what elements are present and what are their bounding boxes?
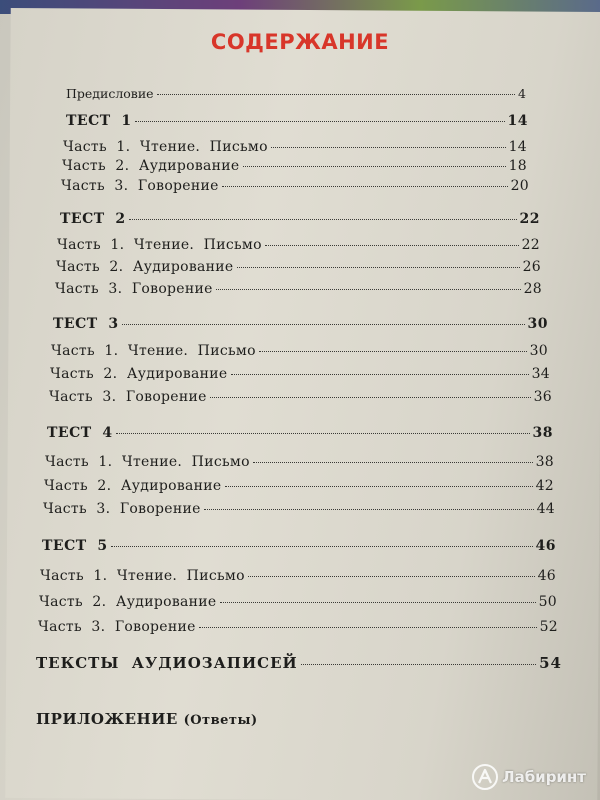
toc-entry-intro[interactable] [66,86,526,101]
toc-entry-test-3-part-3[interactable] [49,389,552,405]
leader-dots [253,462,533,463]
leader-dots [199,627,537,628]
toc-entry-test-1-part-1[interactable] [63,139,527,155]
toc-entry-appendix[interactable] [36,710,258,728]
toc-entry-test-3-part-2[interactable] [50,366,550,382]
toc-entry-label: ТЕСТ 1 [66,113,132,129]
toc-entry-label: Часть 2. Аудирование [62,158,240,174]
leader-dots [231,374,529,375]
leader-dots [237,267,520,268]
toc-entry-page: 46 [535,538,556,554]
toc-entry-page: 44 [536,501,555,517]
toc-entry-label: ТЕКСТЫ АУДИОЗАПИСЕЙ [36,654,298,672]
toc-entry-page: 42 [535,478,554,494]
toc-entry-page: 28 [523,281,542,297]
toc-entry-label: Часть 3. Говорение [55,281,213,297]
leader-dots [259,351,527,352]
leader-dots [222,186,508,187]
toc-entry-label: ТЕСТ 3 [53,316,119,332]
toc-entry-test-4-part-3[interactable] [43,501,555,517]
toc-entry-label: Часть 2. Аудирование [50,366,228,382]
toc-entry-page: 4 [518,86,526,101]
toc-entry-label: ТЕСТ 4 [47,425,113,441]
toc-entry-page: 54 [539,654,562,672]
toc-entry-test-5-part-2[interactable] [39,594,557,610]
toc-entry-page: 14 [507,113,528,129]
toc-entry-label: Часть 1. Чтение. Письмо [40,568,245,584]
toc-entry-test-3[interactable] [53,316,548,332]
toc-entry-page: 22 [519,211,540,227]
leader-dots [216,289,521,290]
toc-entry-page: 52 [539,619,558,635]
page-title: СОДЕРЖАНИЕ [210,30,390,54]
toc-entry-page: 20 [510,178,529,194]
toc-entry-page: 50 [538,594,557,610]
toc-entry-label: Часть 2. Аудирование [56,259,234,275]
toc-entry-label: Часть 1. Чтение. Письмо [51,343,256,359]
toc-entry-label: Часть 2. Аудирование [44,478,222,494]
leader-dots [220,602,536,603]
toc-entry-test-2[interactable] [60,211,540,227]
toc-entry-label: ТЕСТ 2 [60,211,126,227]
toc-entry-page: 36 [533,389,552,405]
toc-entry-page: 46 [537,568,556,584]
toc-entry-label: Часть 3. Говорение [43,501,201,517]
watermark-text: Лабиринт [502,768,586,786]
toc-entry-page: 14 [508,139,527,155]
toc-entry-test-1-part-3[interactable] [61,178,529,194]
toc-entry-test-4-part-1[interactable] [45,454,554,470]
toc-entry-test-4-part-2[interactable] [44,478,554,494]
leader-dots [111,546,533,547]
toc-entry-page: 22 [521,237,540,253]
labirint-logo-icon [472,764,498,790]
toc-entry-label: Часть 3. Говорение [61,178,219,194]
leader-dots [265,245,519,246]
leader-dots [157,94,515,95]
toc-entry-label: Предисловие [66,86,154,101]
toc-entry-test-4[interactable] [47,425,553,441]
toc-entry-label: ПРИЛОЖЕНИЕ [36,710,178,728]
leader-dots [271,147,506,148]
toc-entry-label: Часть 3. Говорение [49,389,207,405]
toc-entry-test-5-part-3[interactable] [38,619,558,635]
leader-dots [210,397,531,398]
leader-dots [204,509,534,510]
toc-entry-sublabel: (Ответы) [183,713,258,728]
leader-dots [243,166,506,167]
leader-dots [225,486,533,487]
toc-entry-label: Часть 2. Аудирование [39,594,217,610]
toc-entry-test-2-part-2[interactable] [56,259,541,275]
leader-dots [301,664,536,665]
toc-entry-page: 34 [531,366,550,382]
toc-entry-page: 30 [527,316,548,332]
toc-entry-label: ТЕСТ 5 [42,538,108,554]
toc-entry-test-1-part-2[interactable] [62,158,527,174]
watermark [472,764,586,790]
toc-entry-test-5[interactable] [42,538,556,554]
toc-entry-page: 30 [529,343,548,359]
toc-entry-test-2-part-3[interactable] [55,281,542,297]
toc-entry-audio-texts[interactable] [36,654,562,672]
leader-dots [116,433,530,434]
leader-dots [129,219,517,220]
toc-entry-label: Часть 1. Чтение. Письмо [57,237,262,253]
toc-entry-label: Часть 3. Говорение [38,619,196,635]
toc-entry-test-2-part-1[interactable] [57,237,540,253]
toc-entry-test-1[interactable] [66,113,528,129]
toc-entry-label: Часть 1. Чтение. Письмо [45,454,250,470]
toc-entry-page: 18 [508,158,527,174]
toc-entry-test-3-part-1[interactable] [51,343,548,359]
toc-entry-page: 26 [522,259,541,275]
toc-entry-page: 38 [532,425,553,441]
toc-entry-page: 38 [535,454,554,470]
leader-dots [135,121,505,122]
leader-dots [248,576,535,577]
leader-dots [122,324,525,325]
toc-entry-label: Часть 1. Чтение. Письмо [63,139,268,155]
toc-entry-test-5-part-1[interactable] [40,568,556,584]
